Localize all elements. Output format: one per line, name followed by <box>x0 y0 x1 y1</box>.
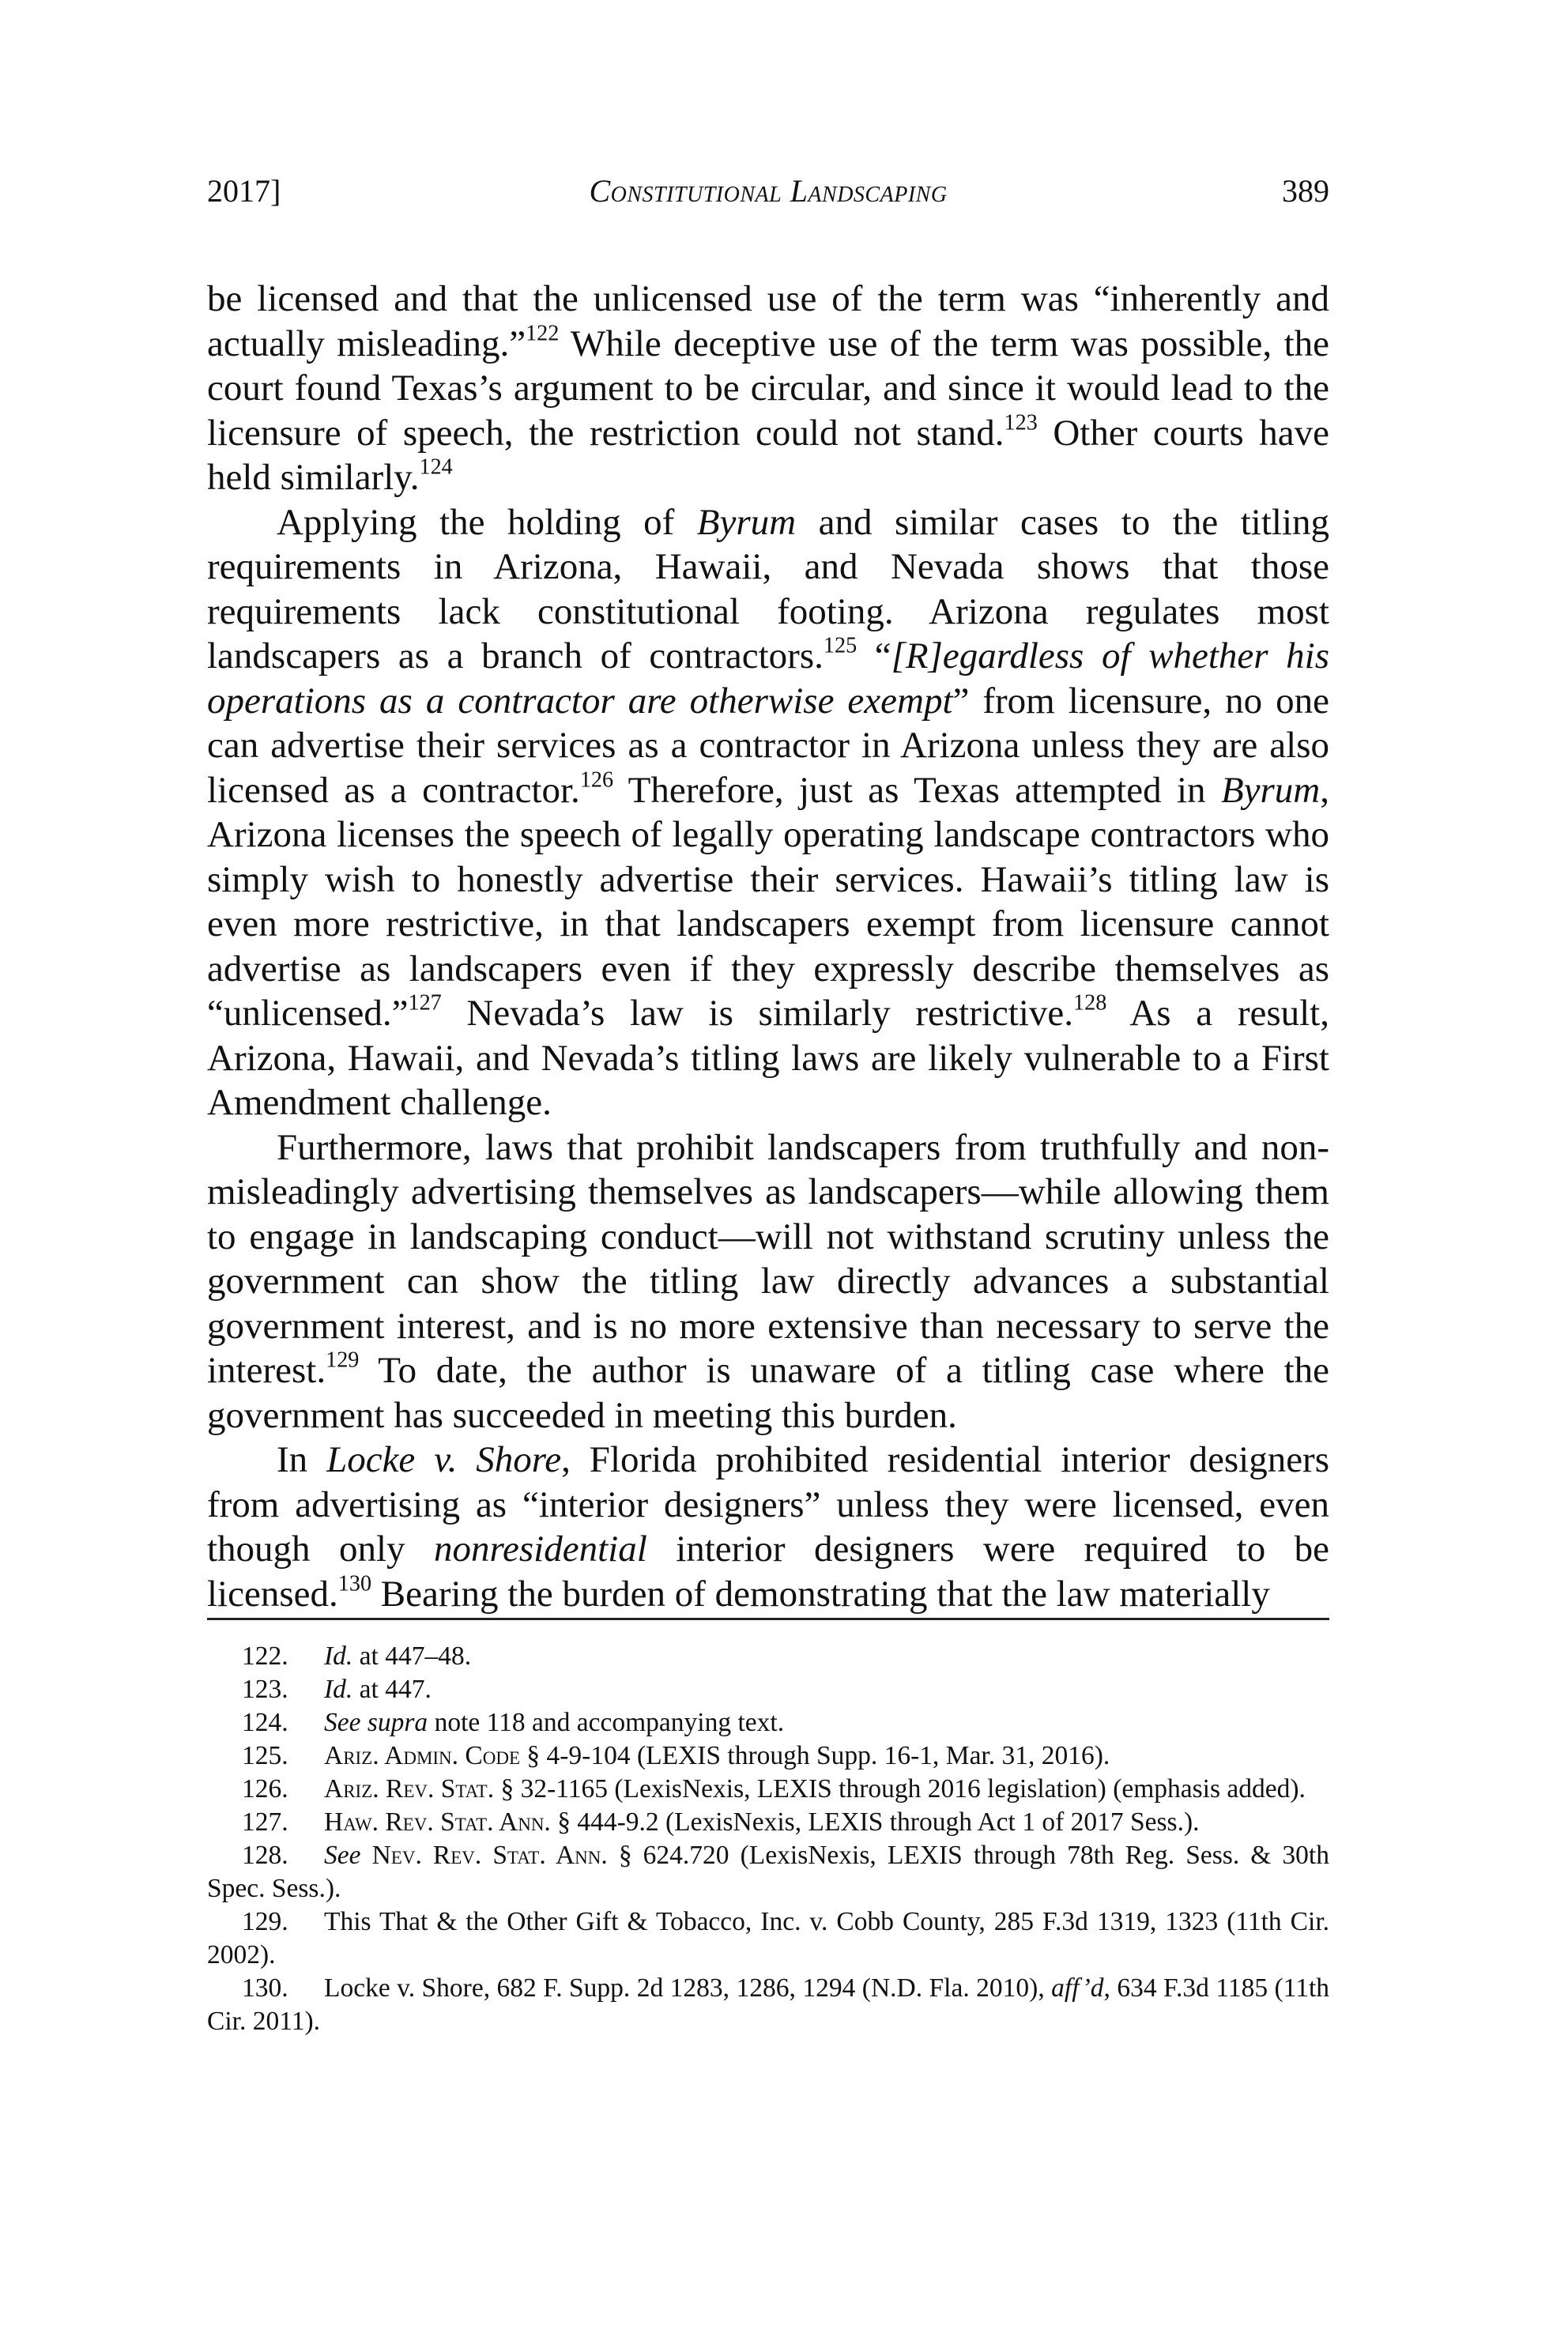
footnote-125 <box>207 1740 1329 1773</box>
footnote-text <box>361 1841 372 1870</box>
footnote-text: at 447. <box>352 1675 432 1704</box>
journal-title: Constitutional Landscaping <box>589 173 948 209</box>
case-name: Locke v. Shore <box>326 1439 562 1480</box>
text-run: , Florida prohibited residential interior designers from advertising as “interior designers” unless they were licensed, even though only <box>207 1439 1329 1570</box>
footnotes <box>207 1640 1329 2038</box>
footnote-number: 130. <box>242 1973 288 2003</box>
signal: See supra <box>324 1708 428 1737</box>
footnote-divider <box>207 1618 1329 1620</box>
footnote-text: , 634 F.3d 1185 (11th Cir. 2011). <box>207 1973 1329 2036</box>
subsequent-history: aff’d <box>1051 1973 1104 2003</box>
paragraph-2 <box>207 500 1329 1125</box>
code-citation: Ariz. Rev. Stat. <box>324 1774 495 1804</box>
paragraph-1 <box>207 277 1329 500</box>
text-run: Other courts have held similarly. <box>207 412 1329 498</box>
text-run: and similar cases to the titling requirements in Arizona, Hawaii, and Nevada shows that those requirements lack constitutional footing. Arizona regulates most landscapers as a branch of contractors. <box>207 501 1330 677</box>
text-run: To date, the author is unaware of a titling case where the government has succeeded in meeting this burden. <box>207 1350 1329 1436</box>
paragraph-4 <box>207 1438 1329 1616</box>
footnote-ref-128[interactable]: 128 <box>1073 990 1107 1016</box>
footnote-text: § 32-1165 (LexisNexis, LEXIS through 2016 legislation) (emphasis added). <box>494 1774 1306 1804</box>
text-run: Furthermore, laws that prohibit landscapers from truthfully and non-misleadingly advertising themselves as landscapers—while allowing them to engage in landscaping conduct—will not withstand scrutiny unless the government can show the titling law directly advances a substantial government interest, and is no more extensive than necessary to serve the interest. <box>207 1126 1329 1391</box>
footnote-122 <box>207 1640 1329 1673</box>
footnote-129 <box>207 1905 1329 1972</box>
text-run: Applying the holding of <box>277 501 697 543</box>
footnote-ref-127[interactable]: 127 <box>408 990 442 1016</box>
footnote-128 <box>207 1839 1329 1905</box>
text-run: “ <box>857 635 891 677</box>
signal: See <box>324 1841 361 1870</box>
footnote-text: note 118 and accompanying text. <box>428 1708 785 1737</box>
footnote-number: 127. <box>242 1807 288 1837</box>
text-run: In <box>277 1439 327 1480</box>
footnote-number: 126. <box>242 1774 288 1804</box>
page-number: 389 <box>1282 173 1329 209</box>
code-citation: Haw. Rev. Stat. Ann. <box>324 1807 551 1837</box>
text-run: ” from licensure, no one can advertise their services as a contractor in Arizona unless they are also licensed as a contractor. <box>207 680 1329 811</box>
footnote-ref-122[interactable]: 122 <box>526 320 560 345</box>
text-run: Therefore, just as Texas attempted in <box>613 769 1221 811</box>
footnote-number: 123. <box>242 1675 288 1704</box>
text-run: interior designers were required to be licensed. <box>207 1528 1329 1615</box>
footnote-text: § 4-9-104 (LEXIS through Supp. 16-1, Mar. 31, 2016). <box>520 1741 1110 1770</box>
volume-year: 2017] <box>207 173 281 209</box>
footnote-text: Locke v. Shore, 682 F. Supp. 2d 1283, 1286, 1294 (N.D. Fla. 2010), <box>324 1973 1052 2003</box>
footnote-number: 128. <box>242 1841 288 1870</box>
footnote-number: 125. <box>242 1741 288 1770</box>
text-run: Nevada’s law is similarly restrictive. <box>441 993 1073 1034</box>
text-run: , Arizona licenses the speech of legally operating landscape contractors who simply wish to honestly advertise their services. Hawaii’s titling law is even more restrictive, in that landscapers exempt from licensure cannot advertise as landscapers even if they expressly describe themselves as “unlicensed.” <box>207 769 1329 1034</box>
running-head <box>207 168 1329 215</box>
footnote-ref-124[interactable]: 124 <box>419 454 453 480</box>
footnote-ref-123[interactable]: 123 <box>1004 409 1038 435</box>
footnote-text: at 447–48. <box>352 1642 472 1671</box>
footnote-text: This That & the Other Gift & Tobacco, Inc. v. Cobb County, 285 F.3d 1319, 1323 (11th Cir. 2002). <box>207 1907 1329 1969</box>
footnote-124 <box>207 1706 1329 1740</box>
footnote-126 <box>207 1773 1329 1806</box>
signal: Id. <box>324 1642 353 1671</box>
case-name: Byrum <box>1220 769 1321 811</box>
text-run: be licensed and that the unlicensed use of the term was “inherently and actually misleading.” <box>207 278 1329 364</box>
footnote-number: 122. <box>242 1642 288 1671</box>
footnote-123 <box>207 1673 1329 1706</box>
text-run: As a result, Arizona, Hawaii, and Nevada’s titling laws are likely vulnerable to a First Amendment challenge. <box>207 993 1329 1123</box>
footnote-ref-125[interactable]: 125 <box>823 633 858 658</box>
footnote-number: 124. <box>242 1708 288 1737</box>
signal: Id. <box>324 1675 353 1704</box>
code-citation: Nev. Rev. Stat. Ann. <box>371 1841 608 1870</box>
footnote-text: § 624.720 (LexisNexis, LEXIS through 78th Reg. Sess. & 30th Spec. Sess.). <box>207 1841 1329 1903</box>
paragraph-3 <box>207 1125 1329 1438</box>
footnote-text: § 444-9.2 (LexisNexis, LEXIS through Act 1 of 2017 Sess.). <box>550 1807 1200 1837</box>
emphasis: nonresidential <box>433 1528 647 1570</box>
quoted-statute: [R]egardless of whether his operations as a contractor are otherwise exempt <box>207 635 1329 722</box>
text-run: Bearing the burden of demonstrating that the law materially <box>371 1573 1270 1615</box>
code-citation: Ariz. Admin. Code <box>324 1741 521 1770</box>
case-name: Byrum <box>696 501 797 543</box>
footnote-ref-126[interactable]: 126 <box>579 767 614 792</box>
footnote-127 <box>207 1806 1329 1839</box>
text-run: While deceptive use of the term was possible, the court found Texas’s argument to be circular, and since it would lead to the licensure of speech, the restriction could not stand. <box>207 322 1329 454</box>
footnote-number: 129. <box>242 1907 288 1936</box>
footnote-ref-129[interactable]: 129 <box>326 1348 360 1373</box>
footnote-ref-130[interactable]: 130 <box>337 1570 372 1596</box>
footnote-130 <box>207 1972 1329 2038</box>
body-text <box>207 277 1329 1616</box>
